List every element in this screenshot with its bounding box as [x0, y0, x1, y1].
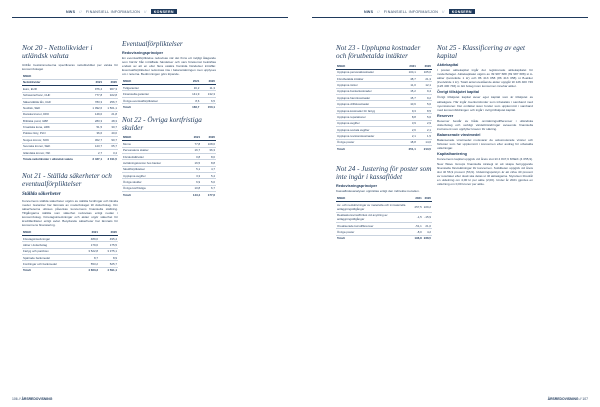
table-caption: MSEK	[22, 229, 80, 235]
note-20-rows	[22, 86, 118, 156]
row-value: 6,9	[186, 179, 201, 185]
note-22-table	[122, 135, 216, 198]
total-value: 196,8	[414, 236, 422, 241]
note-24-table	[336, 196, 432, 241]
row-label: Upplupna sociala avgifter	[336, 126, 402, 132]
row-label: Upplupna reparationer	[336, 114, 402, 120]
row-value: 123,7	[88, 143, 103, 149]
row-value: 30,7	[103, 124, 118, 130]
row-value: 105,6	[417, 69, 432, 75]
row-label: Upplupna hamnkostnader	[336, 95, 402, 101]
table-caption: MSEK	[22, 73, 118, 79]
row-label: Förskottslikvider	[122, 153, 186, 159]
row-label: Aktier i dotterbolag	[22, 242, 80, 248]
row-label: Euro, EUR	[22, 86, 88, 92]
row-value: 8,5	[417, 107, 432, 113]
row-value: 21,0	[423, 222, 432, 228]
table-row	[336, 202, 432, 212]
total-label: Totalt	[22, 267, 80, 273]
row-value: 256,7	[103, 98, 118, 104]
aktiekapital-body: I posten aktiekapital ingår det registrerade aktiekapitalet för moderbolaget. Aktiekapitalet utgörs av 39 987 688 (39 987 688) st A-aktier (kvotvärde 1 kr) och 86 413 058 (86 413 058) st B-aktier (kvotvärde 1 kr). Totalt antal utestående aktier uppgår till 126 400 746 (126 400 746) st. Ett bolag inom koncernen innehar aktier.	[437, 68, 533, 89]
header-rule	[312, 17, 588, 18]
total-label: Totala nettolikvider i utländsk valuta	[22, 156, 88, 162]
row-value: 9,2	[417, 95, 432, 101]
row-value: 283,3	[88, 118, 103, 124]
row-value: 9,3	[402, 107, 417, 113]
footer-right	[548, 397, 588, 401]
column-1	[22, 44, 118, 277]
ovrigt-body: Övrigt tillskjutet kapital avser eget kapital som är tillskjutet av aktieägare. Här ingår överkursfonder som inbetalats i samband med nyemissioner. Det omfattar även fonder som uppkommit i samband med koncernbildningen och ingår i övrigt tillskjutet kapital.	[437, 95, 533, 112]
row-label: Moms	[122, 141, 186, 147]
balanserade-heading: Balanserade vinstmedel	[437, 133, 481, 138]
row-label: Tullgarantier	[122, 85, 185, 91]
row-label: Danska kronor, DKK	[22, 111, 88, 117]
row-label: Övriga kortfristiga	[122, 185, 186, 191]
row-value: 36,6	[88, 130, 103, 136]
row-value: 783,3	[88, 98, 103, 104]
row-label: Säkerställda lån, CHF	[22, 98, 88, 104]
row-label: Orealiserade kursdifferenser	[336, 222, 414, 228]
row-value: 36,3	[201, 147, 216, 153]
row-value: 10,8	[186, 185, 201, 191]
row-value: 2,9	[417, 120, 432, 126]
footer-left	[12, 397, 52, 401]
row-value: 16,2	[185, 85, 201, 91]
row-label: Norges kronor, NOK	[22, 137, 88, 143]
note-24-intro: Kassaflödesanalysen upprättas enligt den indirekta metoden.	[336, 189, 420, 194]
row-value: 3,9	[402, 120, 417, 126]
row-value: 21,8	[103, 111, 118, 117]
note-23-title: Not 23 - Upplupna kostnader och förutbetalda intäkter	[336, 44, 421, 60]
column-4	[437, 44, 533, 188]
row-value: 1 092,6	[88, 105, 103, 111]
column-header: 2020	[417, 63, 432, 69]
row-value: 108,6	[201, 141, 216, 147]
note-20-intro: Utifrån bestämmelserna specificeras nettolikviditet per valuta för koncernbolaget	[22, 63, 118, 72]
table-row	[336, 212, 432, 222]
row-label: Upplupna räntor	[336, 82, 402, 88]
row-value: 5,1	[186, 166, 201, 172]
row-label: Isländska kronor, ISK	[22, 149, 88, 155]
row-label: Spärrade bankmedel	[22, 255, 80, 261]
row-label: Övriga poster	[336, 229, 414, 235]
row-value: 5,0	[201, 179, 216, 185]
total-label: Totalt	[122, 104, 185, 110]
note-24-rows	[336, 202, 432, 236]
column-header: 2021	[186, 135, 201, 141]
row-label: Polska zloty, PLN	[22, 130, 88, 136]
row-label: Avräkningskonton hos banker	[122, 160, 186, 166]
row-label: Övriga skulder	[122, 179, 186, 185]
row-value: 3,3	[186, 173, 201, 179]
header-rule	[12, 17, 288, 18]
row-value: 777,8	[88, 92, 103, 98]
reserver-heading: Reserver	[437, 113, 454, 118]
reserver-body: Reserver består av både omräkningsdifferenser i utländska dotterbolag och verkligt värdeförändringar avseende finansiella instrument som uppfyller kraven för säkring.	[437, 118, 533, 132]
row-value: 5,6	[417, 101, 432, 107]
row-value: 141,9	[185, 91, 201, 97]
note-24-title: Not 24 - Justering för poster som inte ingår i kassaflödet	[336, 165, 432, 182]
total-value: 3 011,5	[103, 156, 118, 162]
row-label: Kroatiska kuna, HRK	[22, 124, 88, 130]
note-21-rows	[22, 235, 118, 267]
row-label: Upplupna avgifter	[336, 120, 402, 126]
row-value: 1 501,1	[103, 105, 118, 111]
row-value: 14,6	[417, 139, 432, 145]
row-label: Övriga eventualförpliktelser	[122, 97, 185, 103]
note-20-table	[22, 73, 118, 161]
row-value: 0,8	[186, 153, 201, 159]
row-value: 132,3	[200, 91, 216, 97]
header-tag: KONSERN	[151, 9, 177, 14]
row-value: 489,0	[80, 235, 99, 241]
total-label: Totalt	[336, 235, 414, 241]
footer-separator: //	[18, 397, 22, 401]
row-value: 229,2	[423, 202, 432, 212]
note-20-title: Not 20 - Nettolikvider i utländsk valuta	[22, 43, 93, 60]
row-value: 6,7	[201, 185, 216, 191]
total-value: 4 591,1	[99, 267, 118, 273]
row-value: 11,0	[402, 82, 417, 88]
total-value: 177,6	[201, 192, 216, 198]
row-value: 967,3	[103, 86, 118, 92]
row-value: 8,0	[201, 153, 216, 159]
row-value: 4,2	[423, 229, 432, 235]
breadcrumb-right	[364, 9, 475, 14]
eventual-title: Eventualförpliktelser	[122, 40, 183, 48]
row-value: -51,1	[415, 223, 422, 228]
header-section: FINANSIELL INFORMASJON	[383, 9, 439, 14]
row-label: Av- och nedskrivningar av materiella och immateriella anläggningstillgångar	[336, 202, 414, 212]
row-value: 8,6	[185, 97, 201, 103]
row-value: -15,9	[423, 212, 432, 222]
row-value: 77,8	[186, 141, 201, 147]
row-value: 2,1	[402, 133, 417, 139]
eventual-body: En eventualförpliktelse redovisas när det finns ett möjligt åtagande som härrör från inträffade händelser och vars förekomst bekräftas endast av att en eller flera osäkra framtida händelser inträffar. Eventualförpliktelser redovisas inte i balansräkningen men upplyses om i noterna. Bedömningen görs löpande.	[122, 56, 216, 77]
row-value: 257,5	[414, 202, 423, 212]
footer-separator: //	[579, 397, 583, 401]
row-value: 15,7	[402, 95, 417, 101]
row-value: 48,7	[402, 75, 417, 81]
table-caption: MSEK	[336, 63, 402, 69]
ovrigt-heading: Övrigt tillskjutet kapital	[437, 90, 479, 95]
page-number: 107	[582, 397, 588, 401]
row-value: 16,5	[186, 160, 201, 166]
footer-brand: ÅRSREDOVISNING	[547, 397, 579, 401]
row-value: 65,7	[103, 143, 118, 149]
row-value: -8,0	[414, 229, 423, 235]
column-header: 2020	[99, 229, 118, 235]
total-value: 150,1	[200, 104, 216, 110]
row-value: 149,0	[88, 111, 103, 117]
breadcrumb-separator: //	[144, 9, 147, 14]
breadcrumb-left	[66, 9, 177, 14]
row-value: 302,7	[88, 137, 103, 143]
header-brand: NWS	[364, 9, 374, 14]
row-value: 21,3	[417, 75, 432, 81]
kapitalhantering-heading: Kapitalhantering	[437, 152, 467, 157]
table-caption: MSEK	[122, 135, 186, 141]
row-value: 15,2	[402, 88, 417, 94]
row-value: 51,5	[88, 124, 103, 130]
row-value: 495,4	[99, 235, 118, 241]
note-21-title: Not 21 - Ställda säkerheter och eventualförpliktelser	[22, 171, 112, 188]
total-label: Totalt	[122, 192, 186, 198]
column-header: 2021	[88, 79, 103, 86]
row-value: 9,4	[417, 88, 432, 94]
row-value: 8,9	[99, 255, 118, 261]
note-22-rows	[122, 141, 216, 192]
total-value: 238,5	[423, 236, 431, 241]
row-value: 40,0	[103, 130, 118, 136]
row-value: 3 375,1	[99, 248, 118, 254]
row-value: 12,1	[417, 82, 432, 88]
header-section: FINANSIELL INFORMASJON	[85, 9, 141, 14]
row-value: 90,7	[103, 137, 118, 143]
row-value: 2,1	[417, 126, 432, 132]
row-value: 8,8	[402, 114, 417, 120]
row-label: Upplupna avgifter	[122, 173, 186, 179]
total-value: 4 663,3	[80, 267, 99, 273]
row-value: 8,7	[80, 255, 99, 261]
row-label: Upplupna kostnader för fartyg	[336, 107, 402, 113]
row-value: 175,5	[99, 242, 118, 248]
column-header: 2021	[185, 78, 201, 84]
row-label: Förutbetalda intäkter	[336, 75, 402, 81]
table-caption: MSEK	[122, 78, 185, 84]
kapitalhantering-body: Koncernens kapital uppgick vid årets slut till 4 847,6 MSEK (4 055,9). New Wave Groups finansiella strategi är att skapa betryggande finansiella förutsättningar för koncernen. Soliditeten uppgick vid årets slut till 56,9 procent (53,9). Utdelningspolicyn är att cirka 40 procent av resultatet efter skatt ska delas ut till aktieägarna. Styrelsen föreslår en utdelning om 4,00 kr per aktie (2,00). Under år 2021 gjordes en utdelning om 0,00 kronor per aktie.	[437, 157, 533, 186]
row-value: 11,3	[200, 85, 216, 91]
note-21-table	[22, 229, 118, 273]
note-24-subtitle: Redovisningsprinciper	[336, 184, 378, 189]
note-21-body: Koncernens ställda säkerheter utgörs av ställda fordringar och likvida medel. Garantier har lämnats av moderbolaget till dotterbolag. Om säkerheterna utlöses påverkas koncernens finansiella ställning. Tillgångarna ställda som säkerhet redovisas enligt nedan i koncernbolag. Företagsinteckningar och aktier utgör säkerhet för kreditfaciliteter enligt avtal. Betydande säkerheter har lämnats för koncernens finansiering.	[22, 198, 118, 228]
total-value: 251,1	[402, 146, 417, 152]
header-tag: KONSERN	[449, 9, 475, 14]
header-brand: NWS	[66, 9, 76, 14]
row-value: 16,7	[186, 147, 201, 153]
note-23-rows	[336, 69, 432, 146]
row-label: Övriga poster	[336, 139, 402, 145]
row-value: 2,7	[88, 149, 103, 155]
column-header: 2021	[402, 63, 417, 69]
eventual-table	[122, 78, 216, 109]
row-label: Realisationsvinst/förlust vid avyttring av anläggningstillgångar	[336, 212, 414, 222]
row-value: 525,7	[99, 261, 118, 267]
breadcrumb-separator: //	[442, 9, 445, 14]
row-label: Schweizerfranc, CHF	[22, 92, 88, 98]
row-value: 322,8	[103, 92, 118, 98]
row-value: 553,2	[80, 261, 99, 267]
row-value: 5,6	[417, 114, 432, 120]
eventual-rows	[122, 85, 216, 104]
column-2	[122, 40, 216, 202]
row-value: 179,6	[80, 242, 99, 248]
row-value: 10,6	[402, 101, 417, 107]
row-value: 104,1	[402, 69, 417, 75]
row-value: 976,4	[88, 86, 103, 92]
column-header: Nettolikvider	[22, 79, 88, 86]
column-header: 2020	[200, 78, 216, 84]
row-label: Fordringar och bankmedel	[22, 261, 80, 267]
table-caption: MSEK	[336, 196, 414, 202]
row-value: 5,4	[201, 173, 216, 179]
row-label: Fartyg och pantbrev	[22, 248, 80, 254]
row-label: Företagsinteckningar	[22, 235, 80, 241]
row-value: 8,8	[201, 160, 216, 166]
page-header	[0, 8, 600, 15]
row-label: Finansiella garantier	[122, 91, 185, 97]
total-label: Totalt	[336, 146, 402, 152]
row-label: Upplupna personalkostnader	[336, 69, 402, 75]
row-label: Nordisk, SEK	[22, 105, 88, 111]
total-value: 143,4	[186, 192, 201, 198]
row-value: 3 522,8	[80, 248, 99, 254]
note-23-table	[336, 63, 432, 151]
note-25-title: Not 25 - Klassificering av eget kapital	[437, 44, 526, 60]
row-value: 4,7	[201, 166, 216, 172]
balanserade-body: Balanserade vinstmedel motsvarar de ackumulerade vinster och förluster som har uppkommit i koncernen efter avdrag för utbetalda utdelningar.	[437, 138, 533, 151]
aktiekapital-heading: Aktiekapital	[437, 63, 459, 67]
row-value: 2,6	[402, 126, 417, 132]
row-value: 1,5	[417, 133, 432, 139]
row-label: Upplupna bunkerkostnader	[336, 88, 402, 94]
breadcrumb-separator: //	[377, 9, 380, 14]
page-number: 106	[12, 397, 18, 401]
column-3	[336, 44, 432, 245]
total-value: 3 427,1	[88, 156, 103, 162]
column-header: 2021	[415, 196, 422, 201]
row-label: Upplupna revisionskostnader	[336, 133, 402, 139]
footer-brand: ÅRSREDOVISNING	[21, 397, 53, 401]
column-header: 2021	[80, 229, 99, 235]
row-value: 6,5	[200, 97, 216, 103]
row-value: 48,3	[103, 118, 118, 124]
column-header: 2020	[201, 135, 216, 141]
row-label: Personalens skatter	[122, 147, 186, 153]
row-label: Skuldförpliktelser	[122, 166, 186, 172]
row-value: 3,4	[103, 149, 118, 155]
row-label: Svenska kronor, SEK	[22, 143, 88, 149]
row-label: Upplupna driftskostnader	[336, 101, 402, 107]
total-value: 166,7	[185, 104, 201, 110]
row-label: Brittiska pund, GBP	[22, 118, 88, 124]
note-21-subtitle: Ställda säkerheter	[22, 190, 61, 197]
row-value: -1,5	[414, 212, 423, 222]
eventual-subtitle: Redovisningsprinciper	[122, 51, 164, 55]
total-value: 213,5	[417, 146, 432, 152]
note-22-title: Not 22 - Övriga kortfristiga skulder	[122, 115, 202, 132]
column-header: 2020	[103, 79, 118, 86]
column-header: 2020	[424, 196, 431, 201]
breadcrumb-separator: //	[79, 9, 82, 14]
row-value: 18,8	[402, 139, 417, 145]
